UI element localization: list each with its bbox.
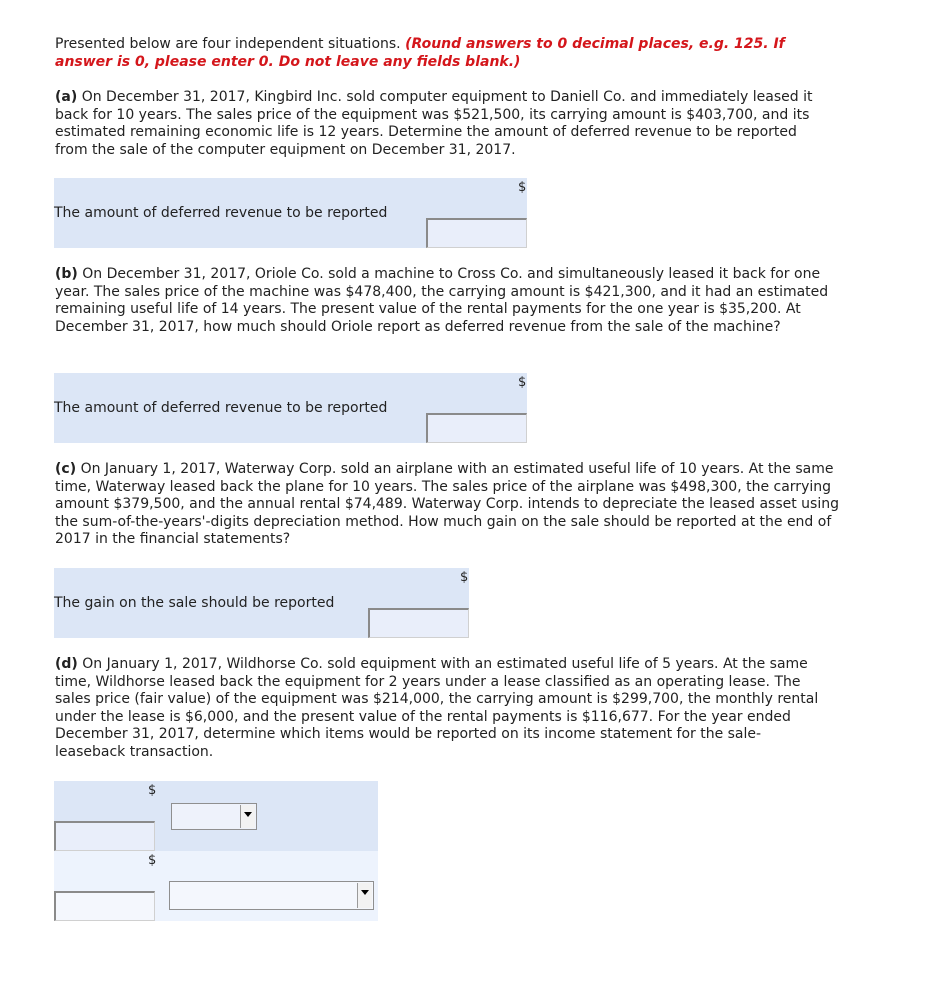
instructions — [55, 36, 845, 71]
part-a-input[interactable] — [426, 218, 527, 248]
rounding-instruction: (Round answers to 0 decimal places, e.g. 125. If answer is 0, please enter 0. Do not leave any fields blank.) — [55, 36, 785, 70]
part-d-row-1 — [54, 781, 378, 851]
chevron-down-icon[interactable] — [240, 805, 255, 828]
part-a-text: On December 31, 2017, Kingbird Inc. sold computer equipment to Daniell Co. and immediately leased it back for 10 years. The sales price of the equipment was $521,500, its carrying amount is $403,700, and its estimated remaining economic life is 12 years. Determine the amount of deferred revenue to be reported from the sale of the computer equipment on December 31, 2017. — [55, 89, 813, 158]
part-c-label: The gain on the sale should be reported — [54, 595, 335, 611]
part-b-tag: (b) — [55, 266, 78, 282]
part-c-input[interactable] — [368, 608, 469, 638]
part-d-row-2-amount-input[interactable] — [54, 891, 155, 921]
part-d-tag: (d) — [55, 656, 78, 672]
part-d-row-1-currency: $ — [148, 783, 157, 798]
part-c-question — [55, 461, 845, 549]
part-b-label: The amount of deferred revenue to be reported — [54, 400, 388, 416]
part-a-answer-panel — [54, 178, 527, 248]
part-a-currency: $ — [518, 180, 527, 195]
part-d-row-2-item-select[interactable] — [169, 881, 374, 910]
part-b-text: On December 31, 2017, Oriole Co. sold a machine to Cross Co. and simultaneously leased it back for one year. The sales price of the machine was $478,400, the carrying amount is $421,300, and it had an estimated remaining useful life of 14 years. The present value of the rental payments for the one year is $35,200. At December 31, 2017, how much should Oriole report as deferred revenue from the sale of the machine? — [55, 266, 829, 335]
part-b-currency: $ — [518, 375, 527, 390]
part-c-text: On January 1, 2017, Waterway Corp. sold an airplane with an estimated useful life of 10 years. At the same time, Waterway leased back the plane for 10 years. The sales price of the airplane was $498,300, the carrying amount $379,500, and the annual rental $74,489. Waterway Corp. intends to depreciate the leased asset using the sum-of-the-years'-digits depreciation method. How much gain on the sale should be reported at the end of 2017 in the financial statements? — [55, 461, 839, 548]
part-d-row-2 — [54, 851, 378, 921]
intro-text: Presented below are four independent situations. — [55, 36, 401, 52]
part-c-answer-panel — [54, 568, 469, 638]
part-d-row-1-item-select[interactable] — [171, 803, 257, 830]
part-c-tag: (c) — [55, 461, 77, 477]
part-a-question — [55, 89, 815, 159]
part-b-question — [55, 266, 835, 336]
part-c-currency: $ — [460, 570, 469, 585]
part-b-answer-panel — [54, 373, 527, 443]
part-d-text: On January 1, 2017, Wildhorse Co. sold equipment with an estimated useful life of 5 years. At the same time, Wildhorse leased back the equipment for 2 years under a lease classified as an operating lease. The sales price (fair value) of the equipment was $214,000, the carrying amount is $299,700, the monthly rental under the lease is $6,000, and the present value of the rental payments is $116,677. For the year ended December 31, 2017, determine which items would be reported on its income statement for the sale-leaseback transaction. — [55, 656, 819, 760]
part-d-question — [55, 656, 825, 762]
part-d-row-2-currency: $ — [148, 853, 157, 868]
chevron-down-icon[interactable] — [357, 883, 372, 908]
part-d-row-1-amount-input[interactable] — [54, 821, 155, 851]
part-b-input[interactable] — [426, 413, 527, 443]
part-a-tag: (a) — [55, 89, 78, 105]
part-a-label: The amount of deferred revenue to be reported — [54, 205, 388, 221]
